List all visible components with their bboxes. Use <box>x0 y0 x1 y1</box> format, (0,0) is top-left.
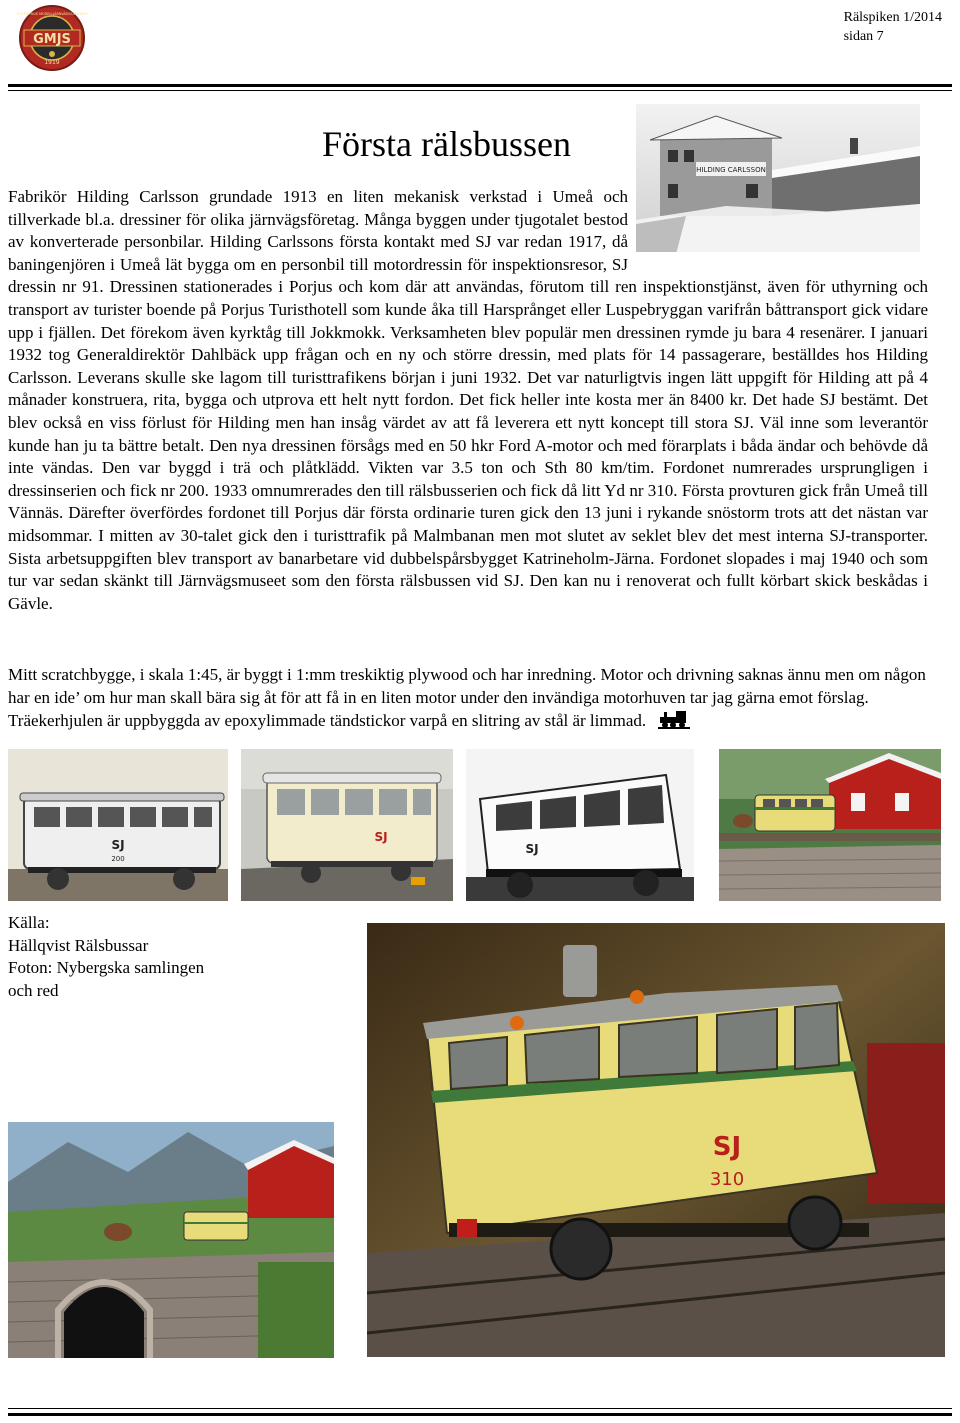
photo-float-spacer <box>628 186 928 256</box>
footer-rule-thin <box>8 1408 952 1409</box>
article-paragraph-1 <box>8 186 928 615</box>
emblem-bw: SJ <box>525 842 539 856</box>
photo-original-railbus <box>8 749 228 901</box>
page-label: sidan 7 <box>843 29 884 44</box>
article-paragraph-2-text: Mitt scratchbygge, i skala 1:45, är byggt i 1:mm treskiktig plywood och har inredning. Motor och drivning saknas ännu men om någon har en ide’ om hur man skall bära sig åt för att få in en liten motor under den invändiga motorhuven tar jag gärna emot förslag. Träekerhjulen är uppbyggda av epoxylimmade tändstickor varpå en slitring av stål är limmad. <box>8 665 926 731</box>
number-old: 200 <box>111 855 125 863</box>
footer-rule <box>8 1413 952 1416</box>
number-closeup: 310 <box>709 1169 745 1190</box>
logo-text: GMJS <box>33 32 71 47</box>
page-title: Första rälsbussen <box>322 124 571 164</box>
logo-year: 1919 <box>44 59 60 66</box>
caption-line-1: Källa: <box>8 913 50 932</box>
photo-model-closeup <box>367 923 945 1357</box>
locomotive-icon <box>658 709 690 736</box>
emblem-old: SJ <box>111 838 125 852</box>
caption-line-2: Hällqvist Rälsbussar <box>8 935 149 955</box>
article-paragraph-1-text: Fabrikör Hilding Carlsson grundade 1913 en liten mekanisk verkstad i Umeå och tillverkade bl.a. dressiner för olika järnvägsföretag. Många byggen under tjugotalet bestod av konverterade personbilar. Hilding Carlssons första kontakt med SJ var redan 1917, då baningenjören i Umeå lät bygga om en personbil till motordressin för inspektionsresor, SJ dressin nr 91. Dressinen stationerades i Porjus och kom där att användas, förutom till ren inspektionstjänst, även för uthyrning och transport av turister boende på Porjus Turisthotell som kunde åka till Harsprånget eller Luspebryggan varifrån båttransport gick vidare upp i fjällen. Det förekom även kyrktåg till Jokkmokk. Verksamheten blev populär men dressinen rymde ju bara 4 resenärer. I januari 1932 tog Generaldirektör Dahlbäck upp frågan och en ny och större dressin, med plats för 14 passagerare, beställdes hos Hilding Carlsson. Leverans skulle ske lagom till turisttrafikens början i juni 1932. Det var naturligtvis ingen lätt uppgift för Hilding att på 4 månader konstruera, rita, bygga och utprova ett helt nytt fordon. Det fick heller inte kosta mer än 8400 kr. Det hade SJ bestämt. Det blev också en viss förlust för Hilding men han insåg värdet av att få leverera ett nytt koncept till stora SJ. Väl inne som leverantör kunde han ju ta bättre betalt. Den nya dressinen försågs med en 50 hkr Ford A-motor och med förarplats i båda ändar och behövde då inte vändas. Den var byggd i trä och plåtklädd. Vikten var 3.5 ton och Sth 80 km/tim. Fordonet numrerades ursprungligen i dressinserien och fick nr 200. 1933 omnumrerades den till rälsbusserien och fick då litt Yd nr 310. Första provturen gick från Umeå till Vännäs. Därefter överfördes fordonet till Porjus där första ordinarie turen gick den 13 juni i rykande snöstorm trots att det nästan var midsommar. I mitten av 30-talet gick den i turisttrafik på Malmbanan men mot slutet av seklet blev det mest interna SJ-transporter. Sista arbetsuppgiften blev transport av banarbetare vid dubbelspårsbygget Katrineholm-Järna. Fordonet slopades i maj 1940 och som tur var sedan skänkt till Järnvägsmuseet som den första rälsbussen vid SJ. Den kan nu i renoverat och fullt körbart skick beskådas i Gävle. <box>8 187 928 613</box>
issue-info <box>844 8 942 46</box>
caption-line-3: Foton: Nybergska samlingen <box>8 958 205 978</box>
gmjs-logo <box>10 4 94 72</box>
header-rule-thin <box>8 90 952 91</box>
emblem-closeup: SJ <box>712 1132 742 1162</box>
header-rule <box>8 84 952 87</box>
photo-model-workbench <box>241 749 453 901</box>
emblem-workbench: SJ <box>374 830 388 844</box>
photo-model-layout-tunnel <box>8 1122 334 1358</box>
source-caption <box>8 912 204 1002</box>
workshop-sign: HILDING CARLSSON <box>696 166 766 174</box>
photo-railbus-bw <box>466 749 694 901</box>
caption-line-4: och red <box>8 980 59 1000</box>
logo-ring-text: GÖTEBORGS MODELLJÄRNVÄGSSÄLLSKAP <box>16 12 88 16</box>
article-paragraph-2 <box>8 664 938 736</box>
photo-model-layout-station <box>719 749 941 901</box>
issue-label: Rälspiken 1/2014 <box>843 10 942 25</box>
